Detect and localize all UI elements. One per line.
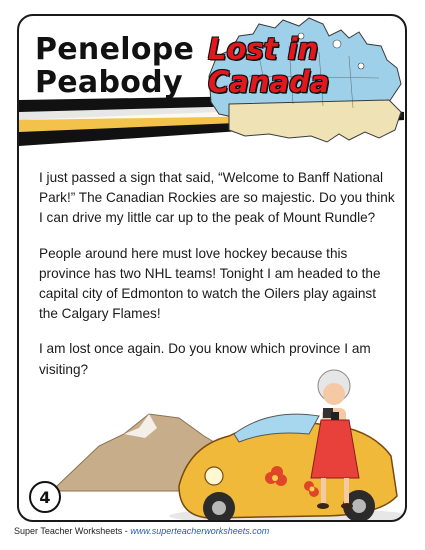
story-paragraph: I just passed a sign that said, “Welcome to Banff National Park!” The Canadian Rockies are so majestic. Do you think I can drive my little car up to the peak of Mount Rundle? [39, 170, 395, 226]
yellow-convertible-illustration [169, 414, 407, 522]
title-line-2: Peabody [35, 65, 183, 100]
page-number: 4 [39, 487, 51, 507]
illustration-scene [19, 16, 407, 522]
footer-link[interactable]: www.superteacherworksheets.com [130, 526, 270, 536]
page-number-badge [29, 481, 61, 513]
subtitle-line-2: Canada [208, 65, 330, 99]
story-paragraph: People around here must love hockey because this province has two NHL teams! Tonight I am headed to the capital city of Edmonton to watch the Oilers play against the Calgary Flames! [39, 245, 381, 322]
subtitle-line-1: Lost in [208, 32, 319, 66]
story-paragraph: I am lost once again. Do you know which province I am visiting? [39, 341, 371, 377]
footer-brand: Super Teacher Worksheets - [14, 526, 131, 536]
worksheet-card [17, 14, 407, 522]
title-line-1: Penelope [35, 32, 195, 67]
footer [14, 526, 269, 536]
